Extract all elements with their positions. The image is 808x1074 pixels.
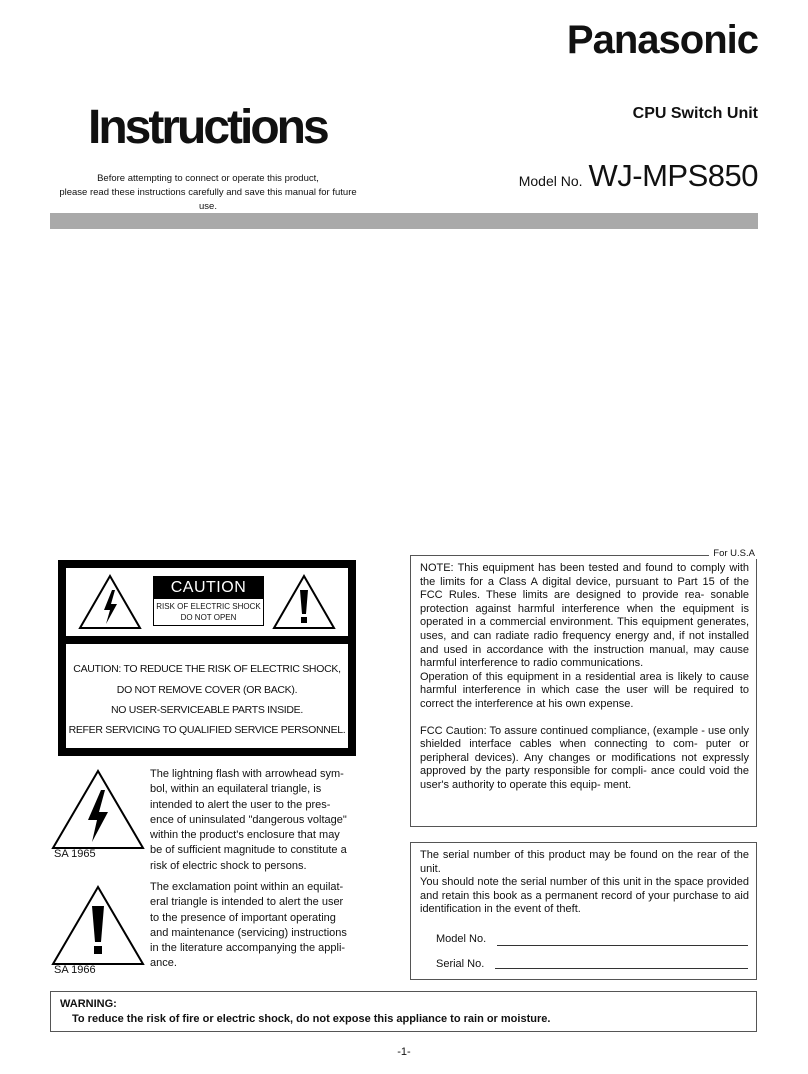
exclamation-desc-line: eral triangle is intended to alert the user <box>150 896 344 909</box>
exclamation-symbol-code: SA 1966 <box>54 964 96 976</box>
fcc-note: NOTE: This equipment has been tested and found to comply with the limits for a Class A digital device, pursuant to Part 15 of the FCC Rules. These limits are designed to provide rea- sonable protection against harmful interference when the equipment is operated in a commercial environment. This equipment generates, uses, and can radiate radio frequency energy and, if not installed and used in accordance with the instruction manual, may cause harmful interference to radio communications. <box>420 562 749 670</box>
caution-line-4: REFER SERVICING TO QUALIFIED SERVICE PERSONNEL. <box>68 724 346 736</box>
warning-box <box>50 991 757 1032</box>
brand-logo: Panasonic <box>566 18 758 62</box>
fcc-residential-note: Operation of this equipment in a residential area is likely to cause harmful interference in which case the user will be required to correct the interference at his own expense. <box>420 670 749 710</box>
caution-line-1: CAUTION: TO REDUCE THE RISK OF ELECTRIC SHOCK, <box>73 663 341 675</box>
lightning-desc-line: ence of uninsulated "dangerous voltage" <box>150 813 347 826</box>
serial-number-box <box>410 842 757 980</box>
caution-title: CAUTION <box>154 577 263 599</box>
lightning-desc-line: intended to alert the user to the pres- <box>150 798 331 811</box>
caution-line-3: NO USER-SERVICEABLE PARTS INSIDE. <box>111 704 303 716</box>
exclamation-desc-line: and maintenance (servicing) instructions <box>150 926 347 939</box>
fcc-notice-box <box>410 555 757 827</box>
lightning-desc-line: within the product's enclosure that may <box>150 829 340 842</box>
intro-text <box>50 172 366 214</box>
lightning-desc-line: be of sufficient magnitude to constitute a <box>150 844 347 857</box>
serial-record-text: You should note the serial number of this unit in the space provided and retain this book as a permanent record of your purchase to aid identification in the event of theft. <box>420 876 749 916</box>
model-number: WJ-MPS850 <box>588 158 758 193</box>
serial-no-field <box>495 968 748 969</box>
exclamation-desc-line: to the presence of important operating <box>150 911 336 924</box>
warning-title: WARNING: <box>60 998 117 1010</box>
caution-title-box <box>153 576 264 626</box>
exclamation-symbol-description <box>150 880 368 972</box>
model-no-field <box>497 945 748 946</box>
model-no-label: Model No. <box>436 933 487 945</box>
exclamation-desc-line: in the literature accompanying the appli- <box>150 942 346 955</box>
serial-location-text: The serial number of this product may be found on the rear of the unit. <box>420 849 749 875</box>
header-divider-bar <box>50 213 758 229</box>
page-number: -1- <box>397 1046 411 1058</box>
lightning-triangle-icon <box>50 768 146 850</box>
intro-line-2: please read these instructions carefully and save this manual for future use. <box>59 187 357 212</box>
product-name: CPU Switch Unit <box>632 105 758 122</box>
lightning-symbol-code: SA 1965 <box>54 848 96 860</box>
serial-no-label: Serial No. <box>436 958 485 970</box>
caution-subtitle <box>154 601 263 623</box>
exclamation-triangle-icon <box>50 884 146 966</box>
caution-sub-line-1: RISK OF ELECTRIC SHOCK <box>156 602 261 611</box>
page-title: Instructions <box>88 101 327 154</box>
warning-text: To reduce the risk of fire or electric shock, do not expose this appliance to rain or moisture. <box>72 1013 551 1025</box>
model-label: Model No. <box>518 173 583 189</box>
caution-sub-line-2: DO NOT OPEN <box>180 613 237 622</box>
region-label: For U.S.A <box>709 548 758 559</box>
lightning-desc-line: risk of electric shock to persons. <box>150 859 307 872</box>
fcc-caution: FCC Caution: To assure continued compliance, (example - use only shielded interface cables when connecting to com- puter or peripheral devices). Any changes or modifications not expressly approved by the party responsible for compli- ance could void the user's authority to operate this equip- ment. <box>420 724 749 791</box>
lightning-warning-icon <box>78 574 142 630</box>
caution-line-2: DO NOT REMOVE COVER (OR BACK). <box>116 684 298 696</box>
exclamation-desc-line: The exclamation point within an equilat- <box>150 881 344 893</box>
lightning-desc-line: bol, within an equilateral triangle, is <box>150 783 322 796</box>
intro-line-1: Before attempting to connect or operate this product, <box>97 173 319 184</box>
exclamation-desc-line: ance. <box>150 957 177 970</box>
exclamation-warning-icon <box>272 574 336 630</box>
lightning-symbol-description <box>150 767 368 874</box>
model-heading <box>519 158 758 194</box>
lightning-desc-line: The lightning flash with arrowhead sym- <box>150 768 344 780</box>
